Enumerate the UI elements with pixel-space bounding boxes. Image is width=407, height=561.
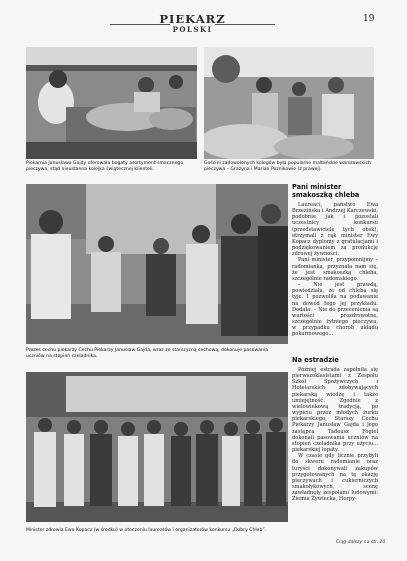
- photo-ceremony: [26, 184, 288, 344]
- article-stage-heading: Na estradzie: [292, 356, 339, 364]
- caption-photo-guests: Gościni zadowolonych kolegów była popularne maltańskie warszawskich pieczywa – Grażyna i Marian Poznikowie (z prawej).: [204, 161, 371, 172]
- article-minister-paragraph: Pani minister, przypomnijmy – radomianka, przyznała nam się, że jest smakoszką chleba, szczególnie radomskiego.: [292, 257, 378, 282]
- caption-photo-group: Minister zdrowia Ewa Kopacz (w środku) w otoczeniu laureatów i organizatorów konkursu „Dobry Chleb”.: [26, 528, 267, 533]
- article-stage: [292, 356, 378, 502]
- magazine-subtitle: POLSKI: [172, 25, 213, 34]
- magazine-title: PIEKARZ: [159, 12, 226, 26]
- article-stage-paragraph: Później estrada zapełniła się pierwszoklasistami z Zespołu Szkół Spożywczych i Hotelarskich zdobywających piekarską wiedzę i także umiejętność. Zgodnie z wielowiekową tradycją, po wypiciu przez młodych żurku piekarskiego, Starszy Cechu Piekarzy Janusław Gajda i jego zastępca Tadeusz Fogiel dokonali pasowania uczniów na stopień czeladnika przy użyciu... piekarskiej łopaty.: [292, 367, 378, 454]
- masthead: [110, 12, 275, 36]
- photo-bakery-stall: [26, 47, 197, 159]
- continued-note: Ciąg dalszy na str. 20: [336, 540, 386, 545]
- article-minister: [292, 183, 378, 337]
- article-minister-paragraph: – Nie jest prawdą, powiedziała, że od chleba się tyje. I pozwoliła na podawanie na dowód tego jej przykładu. Dodała: – Nie do przecenienia są wartości prozdrowotne, szczególnie żytniego pieczywa, w przypadku chorób układu pokarmowego...: [292, 282, 378, 338]
- photo-guests: [204, 47, 374, 159]
- article-minister-heading: Pani minister smakoszką chleba: [292, 183, 360, 199]
- article-minister-paragraph: Laureaci, państwo Ewa Brzezińska i Andrzej Karczewski, podobnie jak i pozostali uczestnicy konkursu (przedstawiciele tych obsk), otrzymali z rąk minister Ewy Kopacz dyplomy z gratulacjami i podziękowaniem za produkcję zdrowej żywności.: [292, 202, 378, 258]
- article-minister-body: [292, 202, 378, 337]
- caption-photo-ceremony: Prezes cechu piekarzy Cechu Piekarzy Janusław Gajda, wraz ze starszyzną cechową, dokonuje pasowania uczniów na stopień czeladnika.: [26, 348, 269, 359]
- photo-group-minister: [26, 372, 288, 522]
- caption-photo-bakery-stall: Piekarnia Janusława Gajdy oferowała bogaty asortyment smacznego pieczywa, stąd nieustanna kolejka świątecznej klienteli.: [26, 161, 184, 172]
- page-number: 19: [363, 14, 375, 24]
- article-stage-paragraph: W czasie gdy licznie przybyli do skweru radomianie oraz turyści dokonywali zakupów przygotowanych na tę okazję pieczywach i cukierniczych smakołykowych, scenę zawładnęły zespołami ludowymi: Ziemia Żywiecka, Horpy-: [292, 453, 378, 503]
- article-stage-body: [292, 367, 378, 502]
